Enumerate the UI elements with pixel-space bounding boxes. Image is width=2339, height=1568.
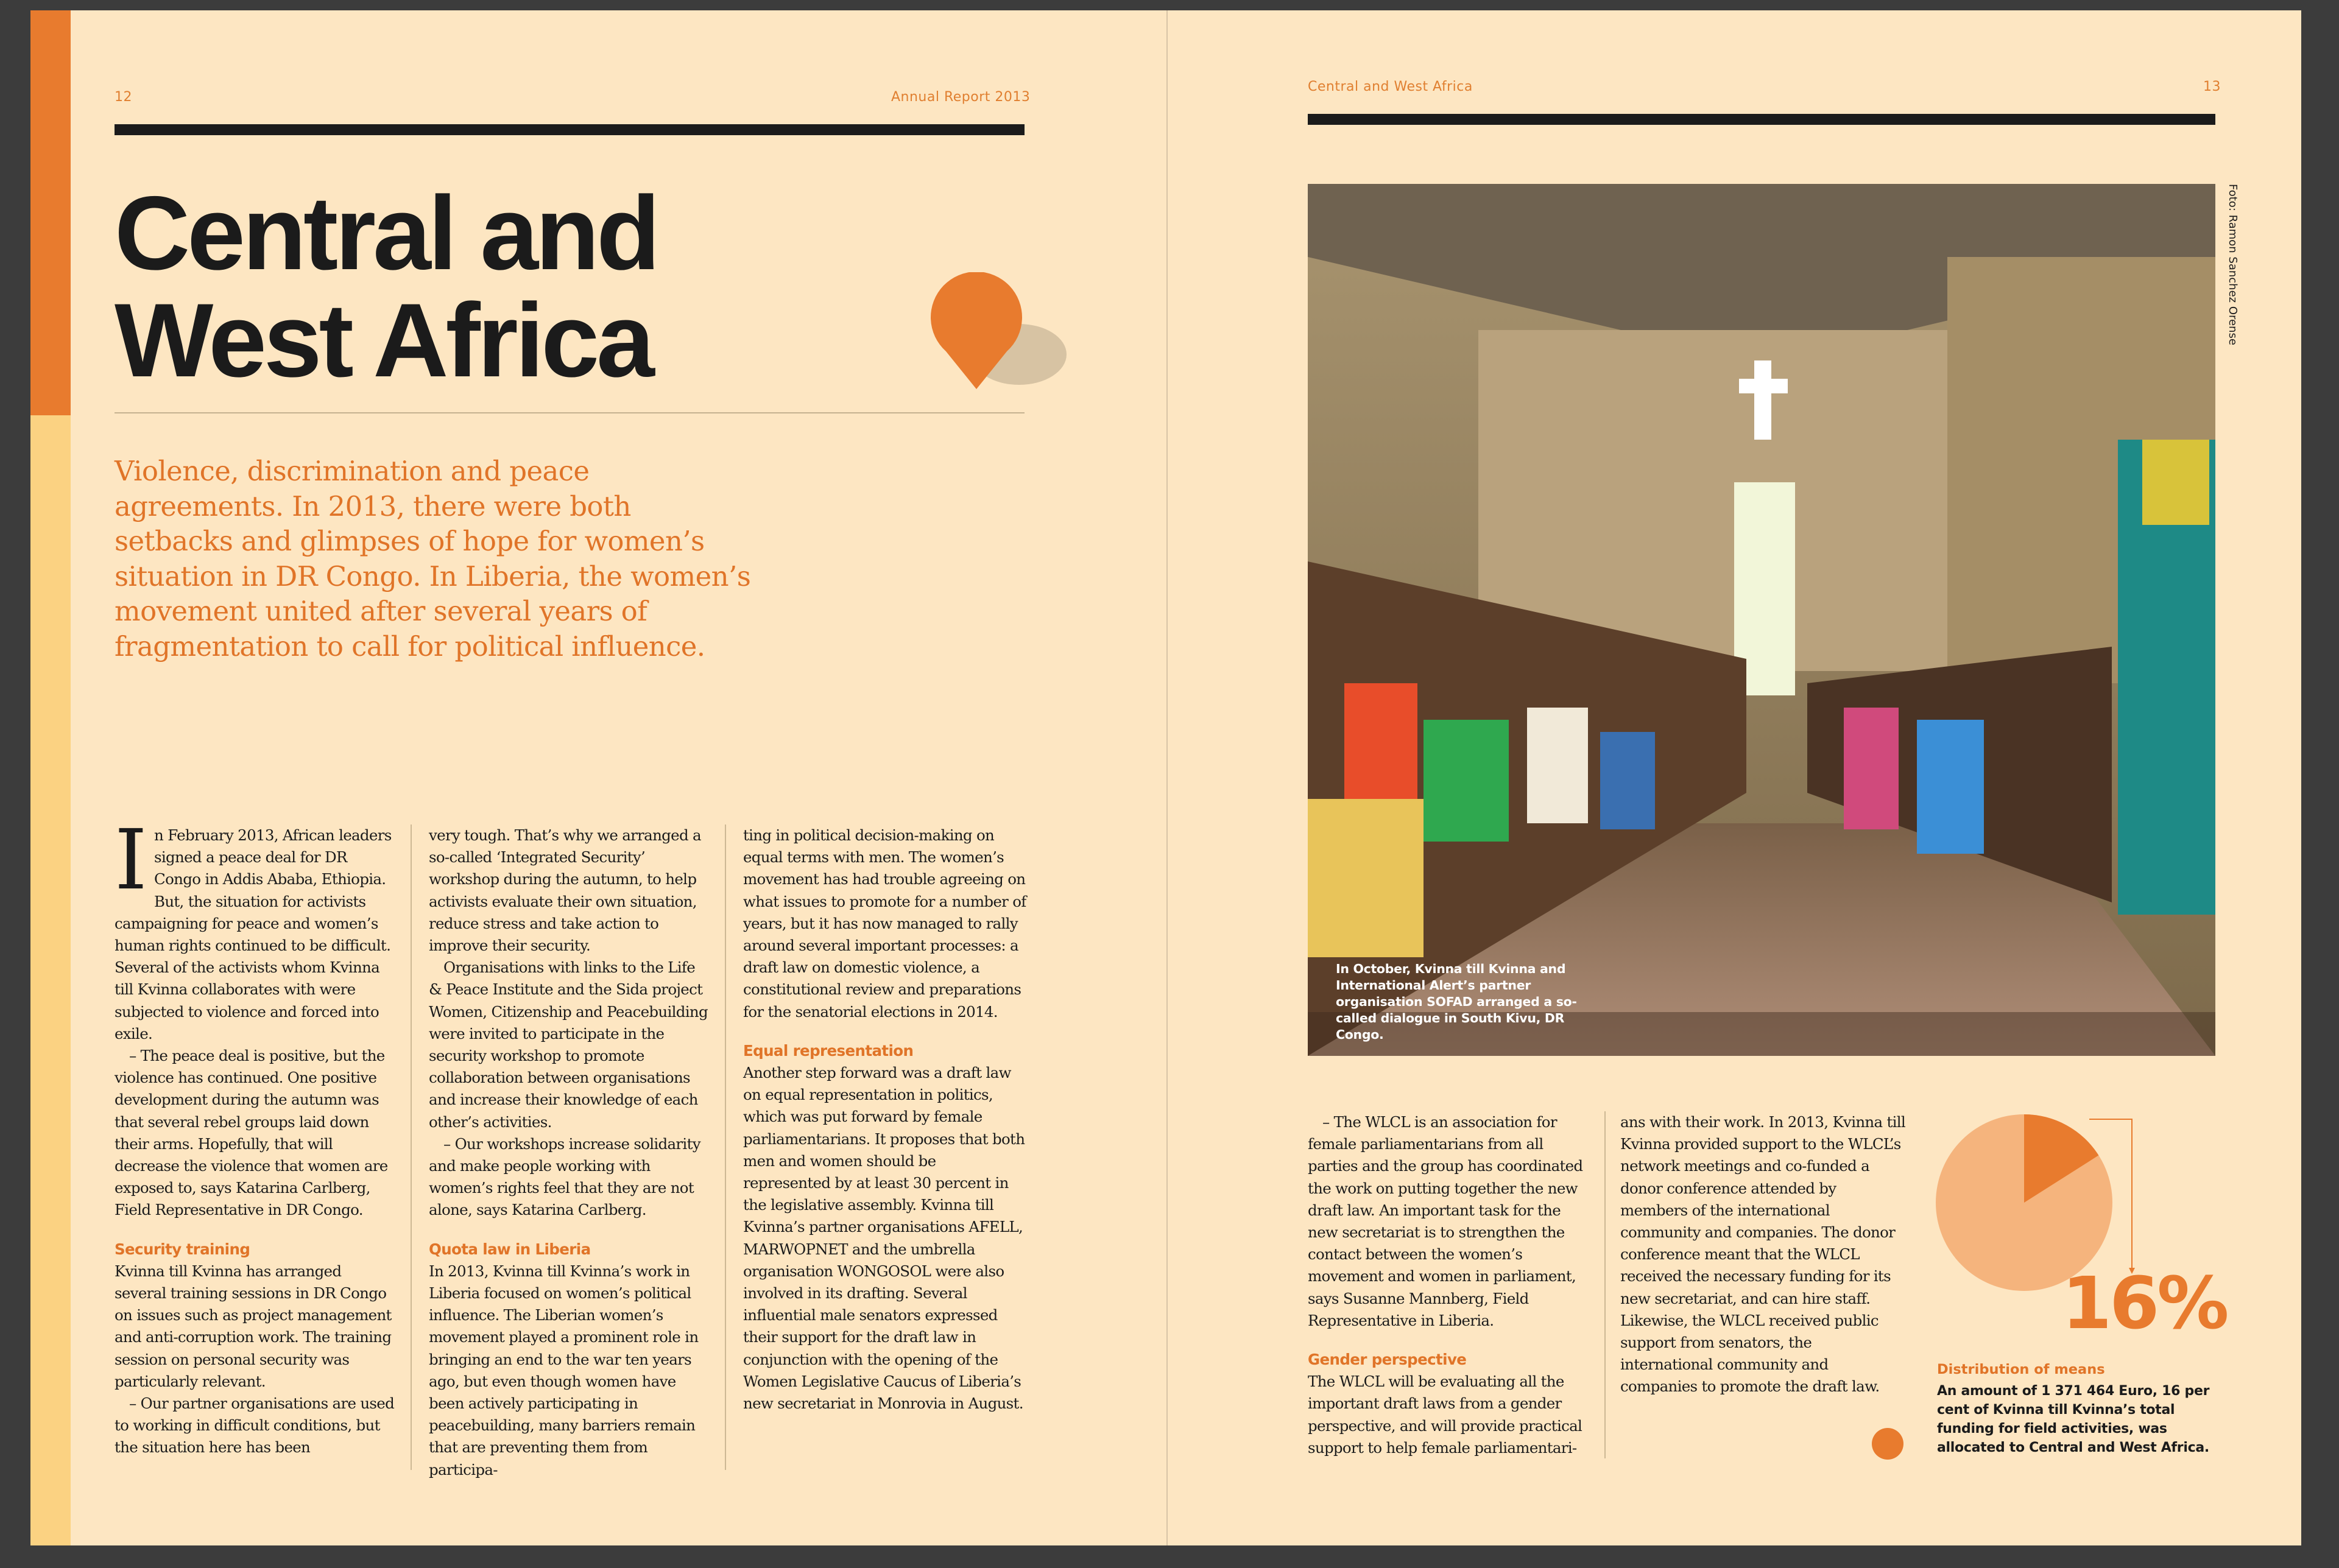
photo-speaker-top xyxy=(2142,440,2209,525)
left-header-rule xyxy=(115,124,1025,135)
body-text: very tough. That’s why we arranged a so-called ‘Integrated Security’ workshop during the autumn, to help activists evaluate their own situation, reduce stress and take action to improve their security. xyxy=(429,826,701,955)
left-column-1 xyxy=(115,812,395,1459)
body-text: n February 2013, African leaders signed a peace deal for DR Congo in Addis Ababa, Ethiopia. But, the situation for activists campaigning for peace and women’s human rights continued to be difficult. Several of the activists whom Kvinna till Kvinna collaborates with were subjected to violence and forced into exile. xyxy=(115,826,392,1042)
section-heading-quota-law: Quota law in Liberia xyxy=(429,1240,591,1258)
distribution-text: An amount of 1 371 464 Euro, 16 per cent of Kvinna till Kvinna’s total funding for field activities, was allocated to Central and West Africa. xyxy=(1937,1383,2210,1455)
photo-figure xyxy=(1527,708,1588,823)
body-text: – The peace deal is positive, but the violence has continued. One positive development during the autumn was that several rebel groups laid down their arms. Hopefully, that will decrease the violence that women are exposed to, says Katarina Carlberg, Field Representative in DR Congo. xyxy=(115,1047,388,1219)
left-running-head: Annual Report 2013 xyxy=(891,90,1031,105)
photo-figure xyxy=(1424,720,1509,842)
column-rule xyxy=(1604,1111,1606,1458)
photo-caption: In October, Kvinna till Kvinna and International Alert’s partner organisation SOFAD arranged a so-called dialogue in South Kivu, DR Congo. xyxy=(1336,962,1577,1042)
title-line-2: West Africa xyxy=(115,282,652,399)
right-header-rule xyxy=(1308,114,2215,125)
photo-credit xyxy=(2224,184,2243,360)
body-text: Another step forward was a draft law on equal representation in politics, which was put forward by female parliamentarians. It proposes that both men and women should be represented by at least 30 percent in the legislative assembly. Kvinna till Kvinna’s partner organisations AFELL, MARWOPNET and the umbrella organisation WONGOSOL were also involved in its drafting. Several influential male senators expressed their support for the draft law in conjunction with the opening of the Women Legislative Caucus of Liberia’s new secretariat in Monrovia in August. xyxy=(743,1064,1025,1413)
yellow-edge-stripe xyxy=(30,415,71,1545)
percent-figure: 16% xyxy=(2062,1261,2227,1345)
photo-cross-vertical xyxy=(1754,360,1771,440)
photo-figure xyxy=(1917,720,1984,854)
body-text: Organisations with links to the Life & Peace Institute and the Sida project Women, Citizenship and Peacebuilding were invited to participate in the security workshop to promote collaboration between organisations and increase their knowledge of each other’s activities. xyxy=(429,958,708,1131)
orange-dot xyxy=(1872,1428,1903,1460)
photo-figure xyxy=(1600,732,1655,829)
left-column-2 xyxy=(429,824,709,1481)
body-text: – Our partner organisations are used to working in difficult conditions, but the situation here has been xyxy=(115,1394,395,1457)
workshop-photo xyxy=(1308,184,2215,1056)
orange-edge-stripe xyxy=(30,10,71,415)
page-title xyxy=(115,175,785,399)
column-rule xyxy=(411,824,412,1470)
title-divider xyxy=(115,412,1025,413)
distribution-heading: Distribution of means xyxy=(1937,1362,2105,1377)
body-text: ans with their work. In 2013, Kvinna till Kvinna provided support to the WLCL’s network meetings and co-funded a donor conference attended by members of the international community and companies. The donor conference meant that the WLCL received the necessary funding for its new secretariat, and can hire staff. Likewise, the WLCL received public support from senators, the international community and companies to promote the draft law. xyxy=(1620,1113,1906,1396)
photo-figure xyxy=(1844,708,1899,829)
photo-figure xyxy=(1308,799,1424,957)
column-rule xyxy=(725,824,726,1470)
body-text: – Our workshops increase solidarity and make people working with women’s rights feel that they are not alone, says Katarina Carlberg. xyxy=(429,1134,700,1219)
body-text: ting in political decision-making on equal terms with men. The women’s movement has had trouble agreeing on what issues to promote for a number of years, but it has now managed to rally around several important processes: a draft law on domestic violence, a constitutional review and preparations for the senatorial elections in 2014. xyxy=(743,826,1026,1021)
left-page-number: 12 xyxy=(115,90,132,105)
right-column-1 xyxy=(1308,1111,1594,1459)
drop-cap: I xyxy=(115,812,147,909)
section-heading-equal-representation: Equal representation xyxy=(743,1041,914,1060)
title-line-1: Central and xyxy=(115,175,658,292)
body-text: – The WLCL is an association for female parliamentarians from all parties and the group has coordinated the work on putting together the new draft law. An important task for the new secretariat is to strengthen the contact between the women’s movement and women in parliament, says Susanne Mannberg, Field Representative in Liberia. xyxy=(1308,1113,1583,1329)
body-text: The WLCL will be evaluating all the important draft laws from a gender perspective, and will provide practical support to help female parliamentari- xyxy=(1308,1373,1582,1457)
left-page xyxy=(30,10,1166,1545)
right-column-2 xyxy=(1620,1111,1907,1398)
body-text: In 2013, Kvinna till Kvinna’s work in Liberia focused on women’s political influence. The Liberian women’s movement played a prominent role in bringing an end to the war ten years ago, but even though women have been actively participating in peacebuilding, many barriers remain that are preventing them from participa- xyxy=(429,1262,699,1478)
photo-cross-horizontal xyxy=(1739,379,1788,393)
photo-credit-text: Foto: Ramon Sanchez Orense xyxy=(2226,184,2239,345)
section-heading-security-training: Security training xyxy=(115,1240,250,1258)
left-column-3 xyxy=(743,824,1026,1415)
right-page-number: 13 xyxy=(2203,79,2221,94)
right-running-head: Central and West Africa xyxy=(1308,79,1473,94)
map-pin-icon xyxy=(931,272,1077,400)
body-text: Kvinna till Kvinna has arranged several training sessions in DR Congo on issues such as project management and anti-corruption work. The training session on personal security was particularly relevant. xyxy=(115,1262,392,1390)
section-heading-gender-perspective: Gender perspective xyxy=(1308,1351,1467,1369)
lead-paragraph: Violence, discrimination and peace agreements. In 2013, there were both setbacks and glimpses of hope for women’s situation in DR Congo. In Liberia, the women’s movement united after several years of fragmentation to call for political influence. xyxy=(115,455,751,663)
